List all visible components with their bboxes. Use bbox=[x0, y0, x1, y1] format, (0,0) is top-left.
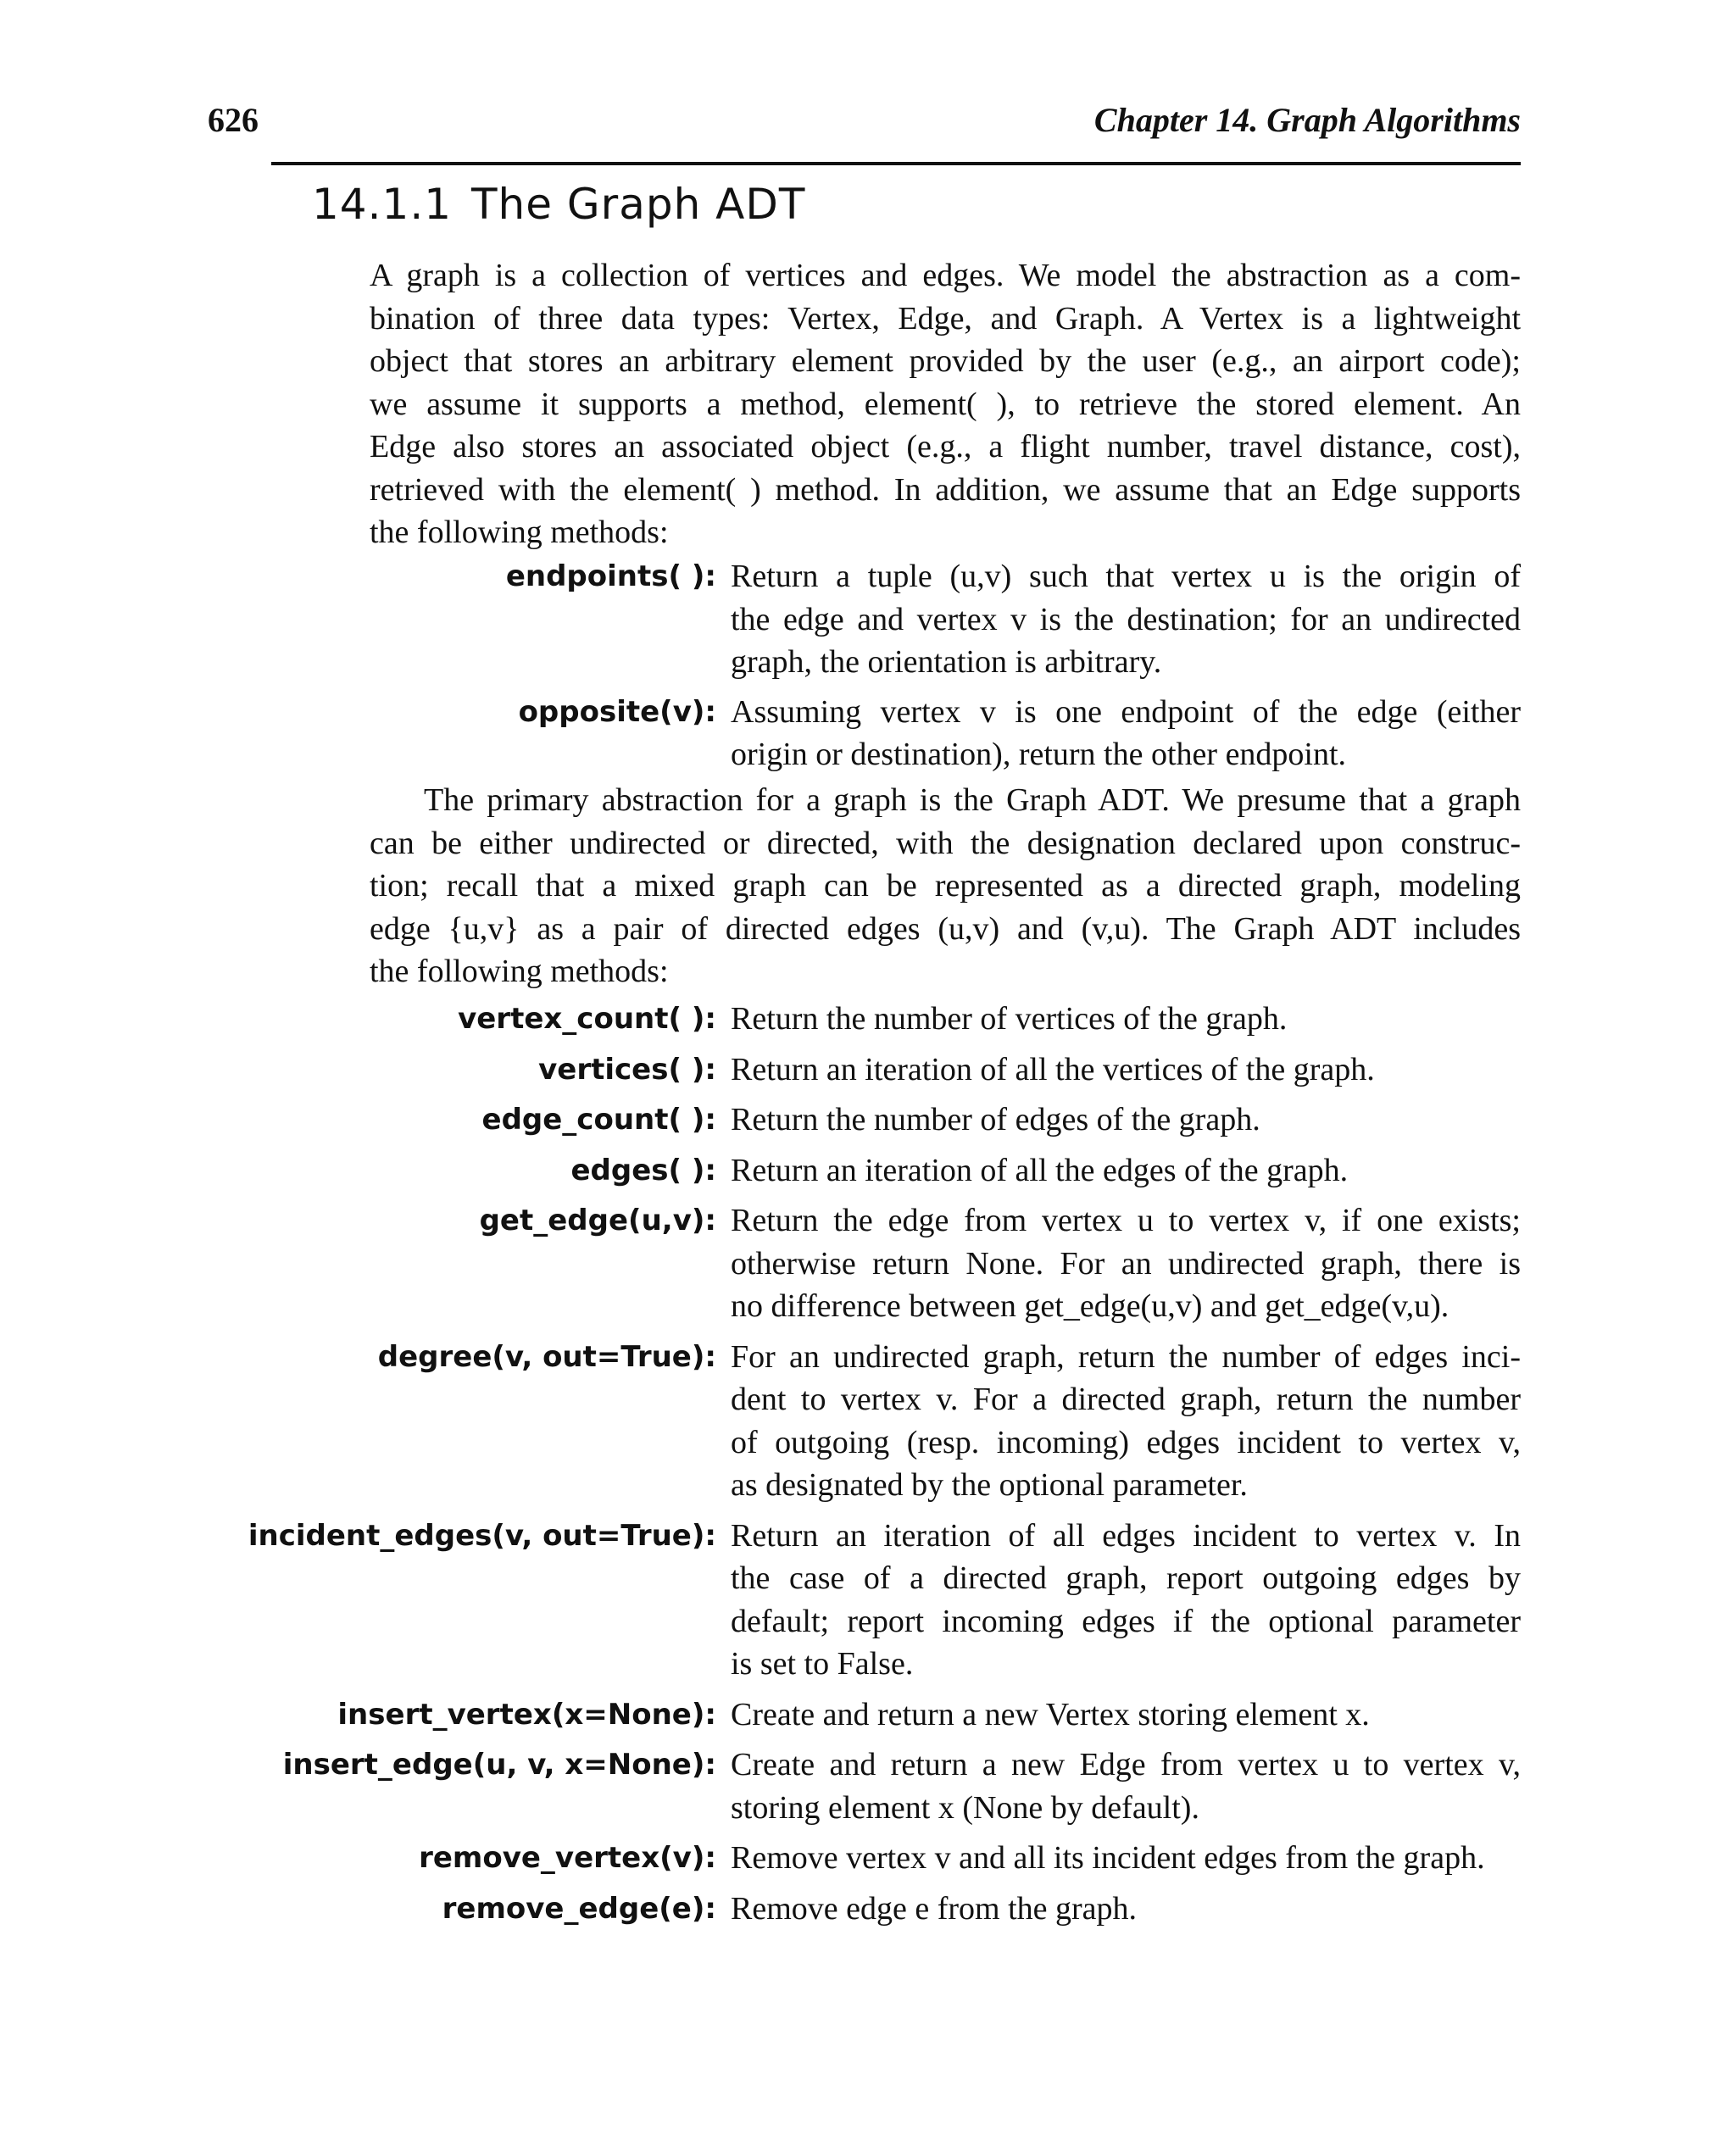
method-description bbox=[731, 1149, 1521, 1193]
description-line: Return an iteration of all edges incident to vertex v. In bbox=[731, 1517, 1521, 1554]
description-line: the edge and vertex v is the destination; for an undirected bbox=[731, 601, 1521, 637]
running-head: Chapter 14. Graph Algorithms bbox=[1093, 101, 1521, 139]
method-description bbox=[731, 1098, 1521, 1142]
description-line: storing element x (None by default). bbox=[731, 1789, 1199, 1826]
page-number: 626 bbox=[208, 101, 259, 139]
method-entry bbox=[0, 1149, 1736, 1193]
method-entry bbox=[0, 998, 1736, 1041]
method-description bbox=[731, 1693, 1521, 1737]
method-description bbox=[731, 1048, 1521, 1092]
method-description bbox=[731, 691, 1521, 776]
section-title: The Graph ADT bbox=[471, 180, 806, 229]
text-line: edge {u,v} as a pair of directed edges (u,v) and (v,u). The Graph ADT includes bbox=[370, 910, 1521, 947]
method-entry bbox=[0, 1743, 1736, 1829]
method-name: insert_edge(u, v, x=None): bbox=[282, 1748, 716, 1782]
method-name: edge_count( ): bbox=[481, 1103, 716, 1137]
method-entry bbox=[0, 1048, 1736, 1092]
method-name: remove_vertex(v): bbox=[419, 1841, 716, 1875]
method-description bbox=[731, 1837, 1521, 1880]
method-entry bbox=[0, 1098, 1736, 1142]
text-line: Edge also stores an associated object (e.g., a flight number, travel distance, cost), bbox=[370, 429, 1521, 464]
description-line: For an undirected graph, return the number of edges inci- bbox=[731, 1338, 1521, 1375]
description-line: Create and return a new Vertex storing element x. bbox=[731, 1696, 1370, 1732]
description-line: Return the number of edges of the graph. bbox=[731, 1102, 1260, 1137]
description-line: graph, the orientation is arbitrary. bbox=[731, 644, 1162, 680]
method-description bbox=[731, 1743, 1521, 1829]
description-line: Assuming vertex v is one endpoint of the edge (either bbox=[731, 693, 1521, 730]
method-entry bbox=[0, 1693, 1736, 1737]
paragraph-intro bbox=[370, 254, 1521, 554]
method-description bbox=[731, 998, 1521, 1041]
method-name: insert_vertex(x=None): bbox=[337, 1697, 716, 1732]
description-line: the case of a directed graph, report outgoing edges by bbox=[731, 1560, 1521, 1596]
graph-methods-list bbox=[0, 998, 1736, 1930]
description-line: origin or destination), return the other endpoint. bbox=[731, 737, 1347, 772]
method-entry bbox=[0, 1515, 1736, 1686]
description-line: is set to False. bbox=[731, 1646, 914, 1682]
description-line: Remove edge e from the graph. bbox=[731, 1890, 1138, 1927]
text-line: A graph is a collection of vertices and edges. We model the abstraction as a com- bbox=[370, 258, 1521, 293]
description-line: no difference between get_edge(u,v) and get_edge(v,u). bbox=[731, 1288, 1449, 1324]
text-line: can be either undirected or directed, with the designation declared upon construc- bbox=[370, 825, 1521, 861]
section-heading bbox=[312, 180, 805, 229]
text-line: the following methods: bbox=[370, 514, 669, 550]
method-name: get_edge(u,v): bbox=[479, 1204, 716, 1237]
method-entry bbox=[0, 1336, 1736, 1507]
paragraph-graph-adt bbox=[370, 779, 1521, 993]
method-name: opposite(v): bbox=[518, 694, 716, 729]
method-entry bbox=[0, 1888, 1736, 1931]
description-line: Return an iteration of all the edges of the graph. bbox=[731, 1152, 1349, 1188]
description-line: otherwise return None. For an undirected graph, there is bbox=[731, 1245, 1521, 1282]
text-line: retrieved with the element( ) method. In addition, we assume that an Edge supports bbox=[370, 471, 1521, 508]
description-line: Create and return a new Edge from vertex u to vertex v, bbox=[731, 1747, 1521, 1782]
description-line: as designated by the optional parameter. bbox=[731, 1467, 1248, 1503]
method-entry bbox=[0, 691, 1736, 776]
method-entry bbox=[0, 555, 1736, 684]
text-line: The primary abstraction for a graph is the Graph ADT. We presume that a graph bbox=[424, 782, 1521, 818]
method-name: endpoints( ): bbox=[505, 559, 716, 593]
text-line: object that stores an arbitrary element provided by the user (e.g., an airport code); bbox=[370, 343, 1521, 379]
text-line: bination of three data types: Vertex, Edge, and Graph. A Vertex is a lightweight bbox=[370, 300, 1521, 336]
description-line: Return an iteration of all the vertices of the graph. bbox=[731, 1051, 1375, 1087]
method-name: vertex_count( ): bbox=[458, 1002, 716, 1036]
method-name: vertices( ): bbox=[538, 1052, 716, 1087]
edge-methods-list bbox=[0, 555, 1736, 776]
method-name: remove_edge(e): bbox=[442, 1891, 716, 1926]
description-line: Return the number of vertices of the graph. bbox=[731, 1001, 1288, 1037]
text-line: tion; recall that a mixed graph can be represented as a directed graph, modeling bbox=[370, 868, 1521, 904]
text-line: we assume it supports a method, element( ), to retrieve the stored element. An bbox=[370, 386, 1521, 422]
method-description bbox=[731, 1199, 1521, 1328]
description-line: Remove vertex v and all its incident edges from the graph. bbox=[731, 1840, 1485, 1876]
description-line: Return a tuple (u,v) such that vertex u is the origin of bbox=[731, 559, 1521, 594]
method-description bbox=[731, 555, 1521, 684]
section-number: 14.1.1 bbox=[312, 180, 453, 229]
description-line: of outgoing (resp. incoming) edges incident to vertex v, bbox=[731, 1424, 1521, 1460]
text-line: the following methods: bbox=[370, 954, 669, 989]
method-entry bbox=[0, 1837, 1736, 1880]
description-line: dent to vertex v. For a directed graph, return the number bbox=[731, 1382, 1521, 1417]
method-description bbox=[731, 1515, 1521, 1686]
header-rule bbox=[271, 162, 1521, 165]
description-line: default; report incoming edges if the optional parameter bbox=[731, 1603, 1521, 1639]
method-entry bbox=[0, 1199, 1736, 1328]
description-line: Return the edge from vertex u to vertex v, if one exists; bbox=[731, 1203, 1521, 1238]
method-description bbox=[731, 1336, 1521, 1507]
method-description bbox=[731, 1888, 1521, 1931]
method-name: incident_edges(v, out=True): bbox=[248, 1518, 716, 1553]
method-name: edges( ): bbox=[570, 1153, 716, 1187]
method-name: degree(v, out=True): bbox=[377, 1339, 716, 1374]
